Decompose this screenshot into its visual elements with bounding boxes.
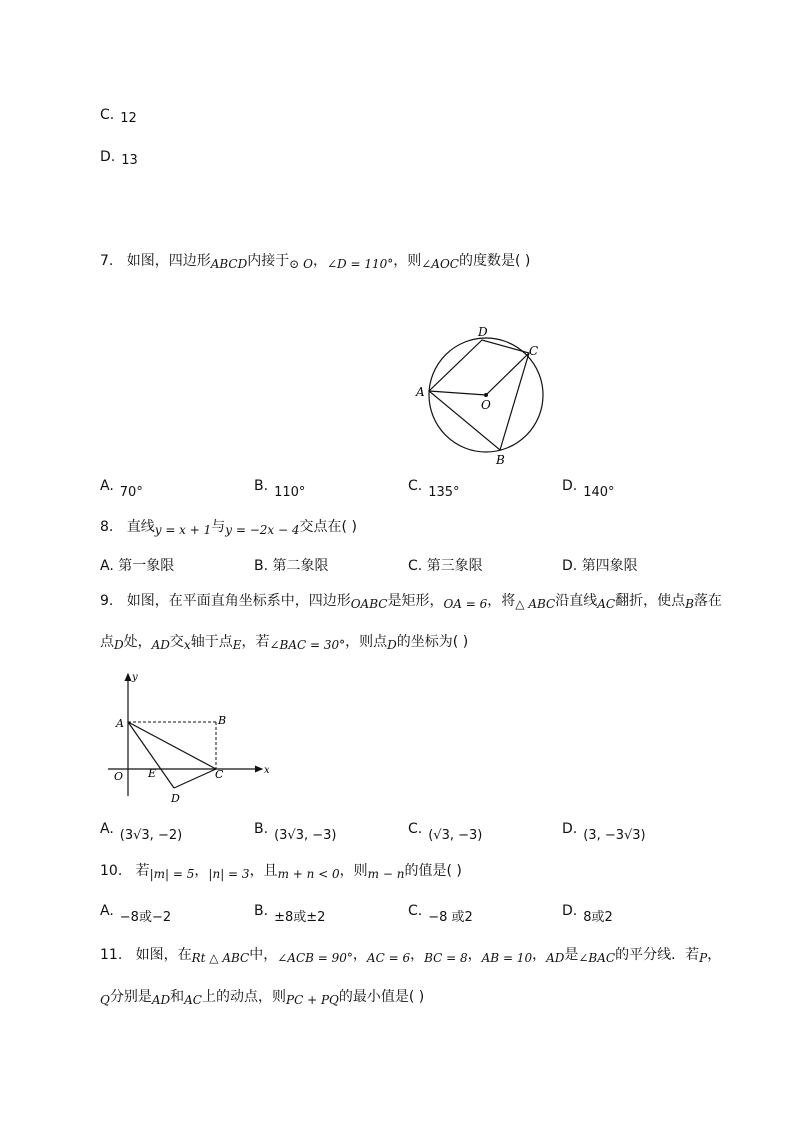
math-expr: |n| = 3 — [208, 867, 250, 881]
question-11-stem-line2 — [100, 988, 424, 1006]
option-letter: C. — [408, 478, 423, 494]
stem-text: 轴于点 — [190, 634, 233, 650]
option-letter: B. — [254, 821, 269, 837]
stem-text: ， — [410, 947, 425, 963]
math-expr: PC + PQ — [286, 993, 339, 1007]
label-y: y — [132, 672, 138, 683]
math-expr: OA = 6 — [443, 597, 488, 611]
stem-text: 与 — [211, 519, 226, 535]
math-expr: OABC — [350, 597, 388, 611]
option-value: (√3, −3) — [428, 828, 483, 843]
math-expr: ∠AOC — [421, 257, 459, 271]
stem-text: 的度数是( ) — [458, 253, 531, 269]
math-expr: AC = 6 — [366, 951, 411, 965]
stem-text: ， — [194, 863, 209, 879]
stem-text: 若 — [135, 863, 150, 879]
option-c[interactable] — [408, 480, 460, 499]
stem-text: 处， — [123, 634, 152, 650]
stem-text: 翻折，使点 — [615, 593, 686, 609]
math-expr: y = x + 1 — [154, 523, 212, 537]
option-a[interactable] — [100, 557, 174, 575]
stem-text: ，且 — [249, 863, 278, 879]
math-expr: D — [387, 638, 397, 652]
option-value: 135° — [428, 485, 460, 500]
stem-text: 是 — [564, 947, 579, 963]
question-number: 9. — [100, 593, 114, 609]
option-b[interactable] — [254, 557, 329, 575]
option-c[interactable] — [408, 905, 473, 924]
stem-text: ，则 — [393, 253, 422, 269]
stem-text: 的值是( ) — [404, 863, 462, 879]
option-value: 第二象限 — [272, 558, 329, 574]
math-expr: △ ABC — [515, 597, 556, 611]
label-e: E — [148, 767, 157, 780]
option-value: 8或2 — [583, 910, 613, 925]
math-expr: y = −2x − 4 — [225, 523, 300, 537]
option-letter: D. — [100, 149, 116, 165]
label-o: O — [481, 398, 491, 412]
math-expr: P — [699, 951, 708, 965]
question-number: 11. — [100, 947, 123, 963]
math-expr: AC — [597, 597, 616, 611]
option-value: 第一象限 — [118, 558, 175, 574]
math-expr: ABCD — [210, 257, 248, 271]
stem-text: ， — [352, 947, 367, 963]
option-d-prev — [100, 148, 138, 167]
option-letter: D. — [562, 478, 578, 494]
stem-text: 如图，四边形 — [126, 253, 211, 269]
stem-text: 上的动点，则 — [202, 989, 286, 1005]
stem-text: ， — [312, 253, 327, 269]
stem-text: 的最小值是( ) — [338, 989, 425, 1005]
label-o: O — [114, 770, 124, 783]
option-c-prev — [100, 106, 137, 125]
stem-text: ，则点 — [345, 634, 388, 650]
math-expr: D — [114, 638, 124, 652]
stem-text: ， — [707, 947, 722, 963]
math-expr: B — [685, 597, 694, 611]
option-letter: C. — [408, 903, 423, 919]
label-d: D — [478, 325, 488, 339]
option-value: 70° — [119, 485, 143, 500]
option-a[interactable] — [100, 905, 171, 924]
option-b[interactable] — [254, 823, 336, 842]
segment-ac — [128, 722, 216, 769]
stem-text: 交点在( ) — [299, 519, 357, 535]
math-expr: AB = 10 — [481, 951, 533, 965]
stem-text: 的坐标为( ) — [396, 634, 469, 650]
question-9-stem-line2 — [100, 633, 468, 651]
math-expr: |m| = 5 — [149, 867, 195, 881]
math-expr: ∠BAC — [578, 951, 616, 965]
stem-text: ，将 — [487, 593, 516, 609]
math-expr: E — [232, 638, 242, 652]
question-number: 8. — [100, 519, 114, 535]
math-expr: ⊙ O — [289, 257, 313, 271]
math-expr: ∠BAC = 30° — [269, 638, 346, 652]
math-expr: AD — [151, 993, 171, 1007]
math-expr: m − n — [367, 867, 405, 881]
option-b[interactable] — [254, 480, 305, 499]
option-value: (3√3, −2) — [119, 828, 183, 843]
math-expr: m + n < 0 — [277, 867, 340, 881]
question-7-stem — [100, 252, 530, 270]
label-b: B — [496, 453, 505, 467]
math-expr: Q — [100, 993, 110, 1007]
stem-text: 落在 — [693, 593, 722, 609]
stem-text: 沿直线 — [555, 593, 598, 609]
option-letter: A. — [100, 478, 114, 494]
stem-text: ， — [467, 947, 482, 963]
option-b[interactable] — [254, 905, 325, 924]
stem-text: 如图，在平面直角坐标系中，四边形 — [126, 593, 351, 609]
option-value: ±8或±2 — [274, 910, 326, 925]
option-letter: C. — [100, 107, 115, 123]
stem-text: 点 — [100, 634, 114, 650]
stem-text: ，若 — [241, 634, 270, 650]
question-number: 7. — [100, 253, 114, 269]
option-a[interactable] — [100, 823, 182, 842]
math-expr: ∠ACB = 90° — [277, 951, 353, 965]
math-expr: x — [183, 638, 191, 652]
stem-text: 直线 — [126, 519, 155, 535]
stem-text: ， — [532, 947, 547, 963]
label-c: C — [529, 344, 539, 358]
option-letter: B. — [254, 478, 269, 494]
segment-dc — [174, 769, 216, 788]
option-value: 13 — [121, 153, 138, 168]
option-c[interactable] — [408, 823, 482, 842]
math-expr: Rt △ ABC — [191, 951, 250, 965]
question-9-stem-line1 — [100, 592, 722, 610]
stem-text: 是矩形， — [387, 593, 444, 609]
question-8-stem — [100, 518, 357, 536]
option-d[interactable] — [562, 480, 615, 499]
option-d[interactable] — [562, 905, 613, 924]
segment-ao — [429, 391, 486, 395]
option-d[interactable] — [562, 557, 638, 575]
option-value: (3√3, −3) — [274, 828, 337, 843]
stem-text: 分别是 — [109, 989, 152, 1005]
option-letter: D. — [562, 558, 578, 574]
option-letter: C. — [408, 558, 423, 574]
stem-text: 的平分线．若 — [615, 947, 700, 963]
label-c: C — [215, 768, 224, 781]
option-letter: A. — [100, 903, 114, 919]
option-value: 第三象限 — [426, 558, 483, 574]
label-a: A — [416, 385, 425, 399]
option-value: 第四象限 — [581, 558, 638, 574]
math-expr: BC = 8 — [424, 951, 468, 965]
math-expr: AC — [184, 993, 202, 1007]
stem-text: 中， — [249, 947, 278, 963]
option-letter: A. — [100, 558, 114, 574]
stem-text: 如图，在 — [135, 947, 192, 963]
stem-text: 和 — [170, 989, 185, 1005]
stem-text: 内接于 — [247, 253, 290, 269]
option-d[interactable] — [562, 823, 646, 842]
label-a: A — [116, 717, 124, 730]
option-value: −8或−2 — [119, 910, 172, 925]
option-value: 12 — [120, 111, 137, 126]
question-number: 10. — [100, 863, 123, 879]
option-letter: D. — [562, 903, 578, 919]
option-c[interactable] — [408, 557, 483, 575]
option-value: 110° — [274, 485, 306, 500]
option-a[interactable] — [100, 480, 143, 499]
coordinate-rectangle-figure — [104, 668, 284, 808]
label-x: x — [264, 765, 270, 776]
stem-text: ，则 — [339, 863, 368, 879]
option-letter: B. — [254, 558, 269, 574]
option-letter: C. — [408, 821, 423, 837]
stem-text: 交 — [169, 634, 184, 650]
center-point — [484, 393, 488, 397]
question-10-stem — [100, 862, 462, 880]
option-value: −8 或2 — [428, 910, 473, 925]
math-expr: ∠D = 110° — [326, 257, 394, 271]
math-expr: AD — [546, 951, 565, 965]
label-b: B — [218, 714, 227, 727]
option-value: (3, −3√3) — [583, 828, 646, 843]
label-d: D — [171, 792, 180, 805]
option-value: 140° — [583, 485, 615, 500]
option-letter: A. — [100, 821, 114, 837]
circle-quadrilateral-figure — [412, 322, 552, 472]
option-letter: D. — [562, 821, 578, 837]
question-11-stem-line1 — [100, 946, 721, 964]
option-letter: B. — [254, 903, 269, 919]
math-expr: AD — [151, 638, 170, 652]
